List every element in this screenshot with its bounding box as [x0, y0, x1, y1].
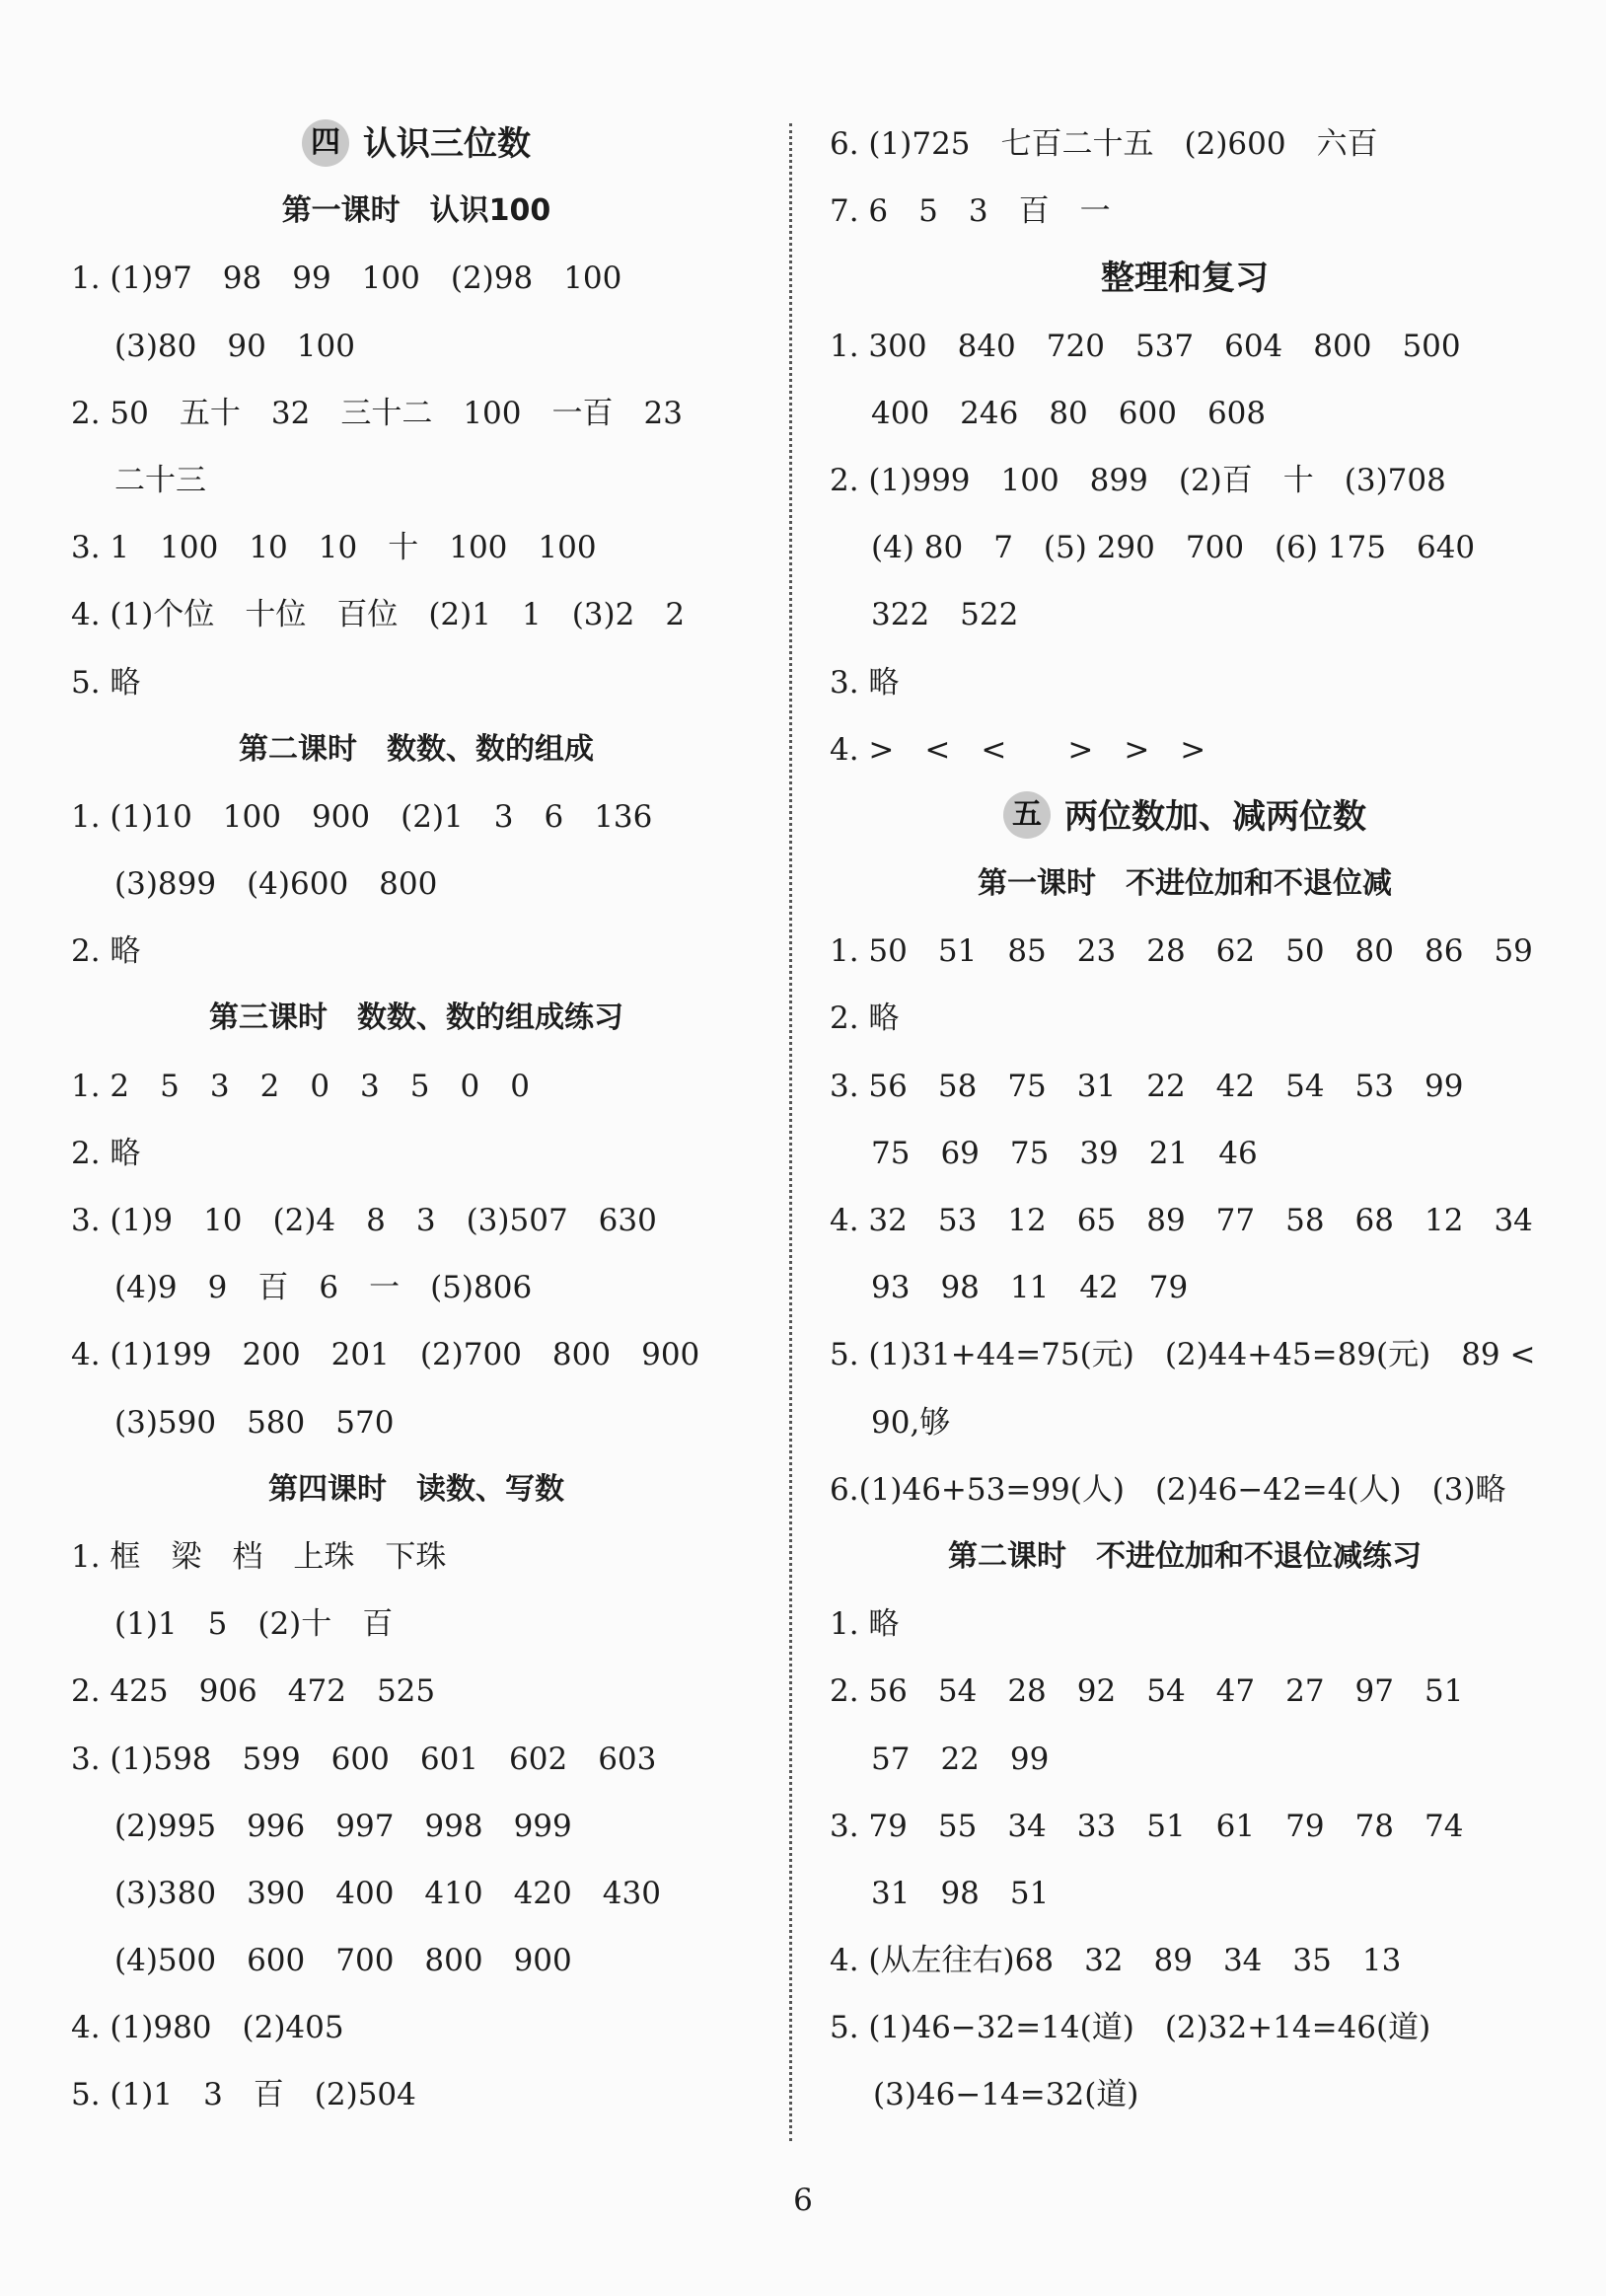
answer-line: 5. (1)1 3 百 (2)504: [71, 2077, 416, 2113]
answer-line: 6.(1)46+53=99(人) (2)46−42=4(人) (3)略: [830, 1471, 1506, 1508]
answer-line: 2. (1)999 100 899 (2)百 十 (3)708: [830, 462, 1446, 498]
answer-line: (4)9 9 百 6 一 (5)806: [114, 1270, 533, 1306]
lesson-heading: 第二课时 数数、数的组成: [239, 731, 594, 767]
answer-line: 3. (1)9 10 (2)4 8 3 (3)507 630: [71, 1203, 657, 1238]
answer-line: 3. 79 55 34 33 51 61 79 78 74: [830, 1808, 1464, 1844]
answer-line: (4) 80 7 (5) 290 700 (6) 175 640: [871, 530, 1476, 566]
unit-heading: [830, 783, 1540, 851]
answer-line: (3)899 (4)600 800: [114, 866, 438, 903]
answer-line: (3)80 90 100: [114, 328, 355, 364]
answer-line: 5. (1)31+44=75(元) (2)44+45=89(元) 89 <: [830, 1337, 1536, 1373]
answer-line: 93 98 11 42 79: [871, 1270, 1189, 1306]
answer-line: 4. > < < > > >: [830, 731, 1206, 768]
lesson-heading: 第一课时 认识100: [281, 193, 551, 229]
lesson-heading: 第一课时 不进位加和不退位减: [978, 866, 1392, 902]
answer-line: 1. 50 51 85 23 28 62 50 80 86 59: [830, 933, 1533, 970]
answer-line: 1. 略: [830, 1606, 900, 1643]
answer-line: 4. (1)个位 十位 百位 (2)1 1 (3)2 2: [71, 597, 686, 633]
answer-line: 4. 32 53 12 65 89 77 58 68 12 34: [830, 1203, 1533, 1238]
answer-line: 400 246 80 600 608: [871, 395, 1267, 431]
answer-line: 75 69 75 39 21 46: [871, 1135, 1258, 1171]
unit-number-badge: 四: [302, 119, 349, 167]
answer-line: 3. 56 58 75 31 22 42 54 53 99: [830, 1068, 1464, 1104]
answer-line: (2)995 996 997 998 999: [114, 1808, 572, 1844]
unit-number-badge: 五: [1003, 791, 1051, 839]
answer-line: 2. 略: [71, 1135, 141, 1171]
answer-line: 90,够: [871, 1404, 951, 1441]
answer-line: 1. 300 840 720 537 604 800 500: [830, 328, 1461, 364]
left-column: [71, 111, 762, 2129]
answer-line: 4. (从左往右)68 32 89 34 35 13: [830, 1943, 1402, 1979]
answer-line: 3. 略: [830, 664, 900, 701]
right-column: [830, 111, 1540, 2129]
answer-line: 322 522: [871, 597, 1019, 633]
answer-line: 31 98 51: [871, 1875, 1050, 1911]
answer-line: 2. 略: [830, 1000, 900, 1037]
answer-line: (1)1 5 (2)十 百: [114, 1606, 394, 1643]
unit-title: 整理和复习: [1101, 259, 1269, 299]
answer-line: 4. (1)199 200 201 (2)700 800 900: [71, 1337, 700, 1373]
answer-line: 2. 略: [71, 933, 141, 970]
column-divider: [789, 123, 792, 2141]
answer-line: 1. (1)10 100 900 (2)1 3 6 136: [71, 798, 653, 835]
answer-line: 1. 2 5 3 2 0 3 5 0 0: [71, 1068, 530, 1104]
unit-heading: [830, 245, 1540, 312]
answer-line: 3. 1 100 10 10 十 100 100: [71, 530, 597, 566]
answer-line: 5. (1)46−32=14(道) (2)32+14=46(道): [830, 2010, 1431, 2046]
answer-line: 2. 56 54 28 92 54 47 27 97 51: [830, 1673, 1464, 1710]
answer-line: 1. 框 梁 档 上珠 下珠: [71, 1538, 447, 1575]
unit-heading: [71, 111, 762, 178]
unit-title: 认识三位数: [363, 124, 531, 164]
answer-line: 3. (1)598 599 600 601 602 603: [71, 1741, 657, 1777]
lesson-heading: 第二课时 不进位加和不退位减练习: [948, 1538, 1422, 1574]
answer-line: (4)500 600 700 800 900: [114, 1943, 572, 1979]
unit-title: 两位数加、减两位数: [1064, 796, 1366, 837]
answer-line: 57 22 99: [871, 1741, 1050, 1777]
answer-line: 二十三: [114, 462, 206, 498]
lesson-heading: 第三课时 数数、数的组成练习: [209, 1000, 623, 1036]
answer-line: 4. (1)980 (2)405: [71, 2010, 344, 2046]
lesson-heading: 第四课时 读数、写数: [268, 1471, 564, 1507]
answer-line: (3)590 580 570: [114, 1404, 395, 1441]
answer-line: 1. (1)97 98 99 100 (2)98 100: [71, 260, 622, 297]
answer-line: 5. 略: [71, 664, 141, 701]
answer-line: 2. 50 五十 32 三十二 100 一百 23: [71, 395, 683, 431]
answer-line: (3)46−14=32(道): [873, 2077, 1139, 2113]
answer-line: 6. (1)725 七百二十五 (2)600 六百: [830, 126, 1378, 162]
answer-line: 2. 425 906 472 525: [71, 1673, 436, 1710]
page-number: 6: [793, 2183, 813, 2218]
answer-line: 7. 6 5 3 百 一: [830, 193, 1111, 230]
answer-line: (3)380 390 400 410 420 430: [114, 1875, 661, 1911]
